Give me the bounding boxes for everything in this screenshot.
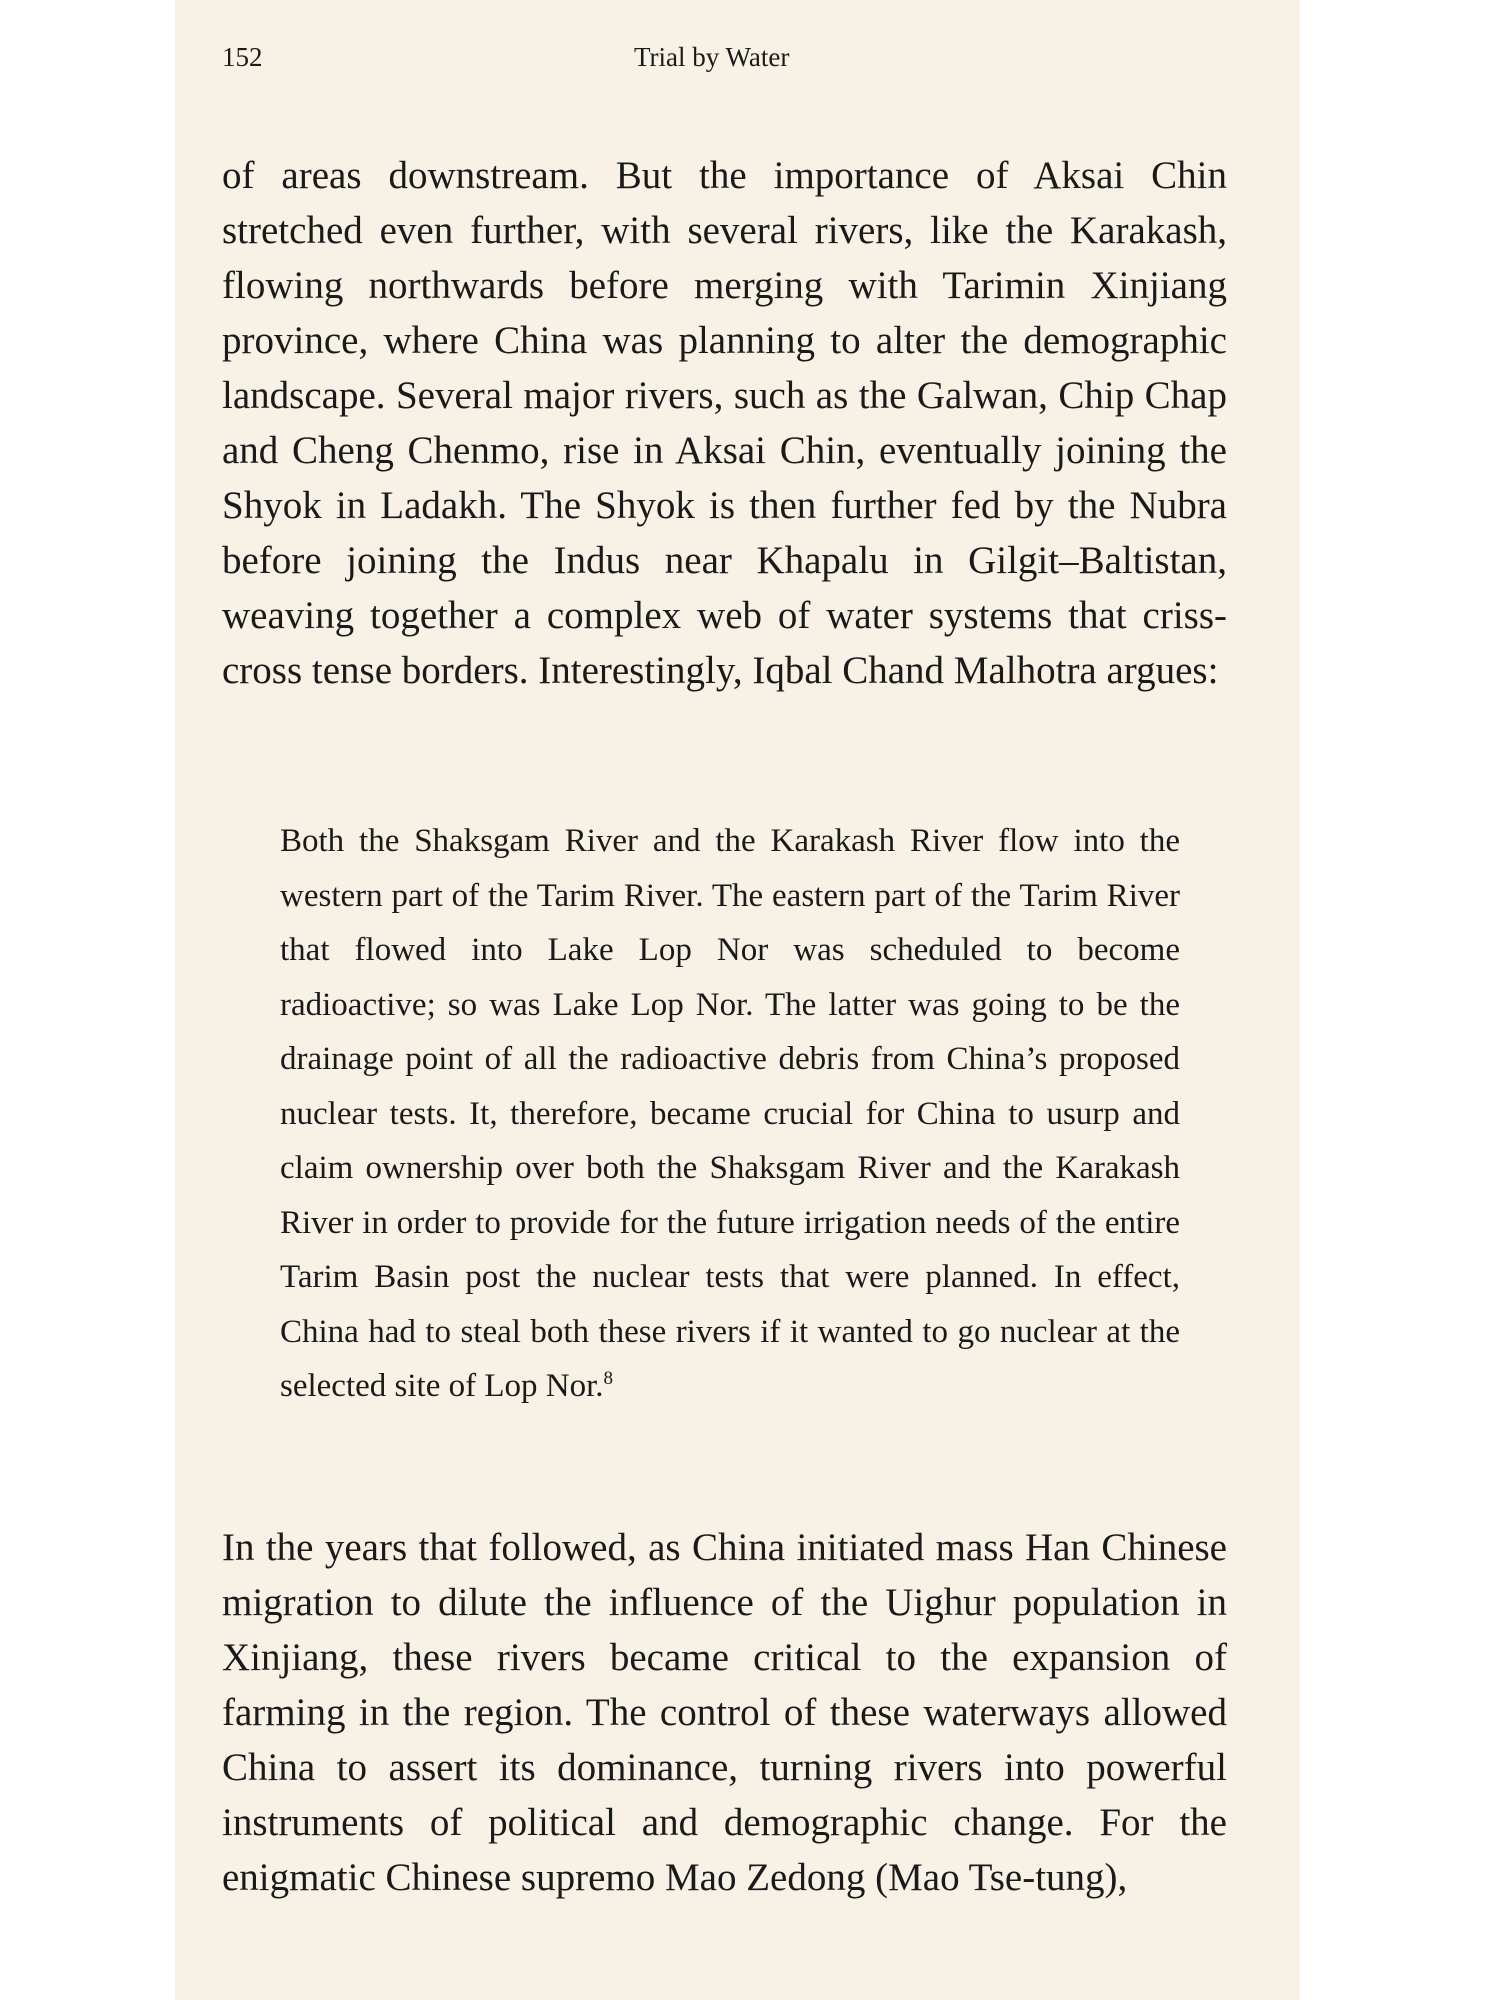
running-title: Trial by Water [634, 42, 790, 72]
book-page [175, 0, 1300, 2000]
block-quote [280, 814, 1180, 1414]
footnote-marker: 8 [603, 1368, 613, 1389]
paragraph-text: In the years that followed, as China initiated mass Han Chinese migration to dilute the influence of the Uighur population in Xinjiang, these rivers became critical to the expansion of farming in the region. The control of these waterways allowed China to assert its dominance, turning rivers into powerful instruments of political and demographic change. For the enigmatic Chinese supremo Mao Zedong (Mao Tse-tung), [222, 1526, 1227, 1899]
body-paragraph-2 [222, 1520, 1227, 1905]
page-number: 152 [222, 42, 263, 72]
block-quote-text: Both the Shaksgam River and the Karakash River flow into the western part of the Tarim River. The eastern part of the Tarim River that flowed into Lake Lop Nor was scheduled to become radioactive; so was Lake Lop Nor. The latter was going to be the drainage point of all the radioactive debris from China’s proposed nuclear tests. It, therefore, became crucial for China to usurp and claim ownership over both the Shaksgam River and the Karakash River in order to provide for the future irrigation needs of the entire Tarim Basin post the nuclear tests that were planned. In effect, China had to steal both these rivers if it wanted to go nuclear at the selected site of Lop Nor. [280, 823, 1180, 1404]
body-paragraph-1 [222, 148, 1227, 698]
block-quote-paragraph [280, 814, 1180, 1414]
paragraph-text: of areas downstream. But the importance of Aksai Chin stretched even further, with several rivers, like the Karakash, flowing northwards before merging with Tarimin Xinjiang province, where China was planning to alter the demographic landscape. Several major rivers, such as the Galwan, Chip Chap and Cheng Chenmo, rise in Aksai Chin, eventually joining the Shyok in Ladakh. The Shyok is then further fed by the Nubra before joining the Indus near Khapalu in Gilgit–Baltistan, weaving together a complex web of water systems that criss-cross tense borders. Interestingly, Iqbal Chand Malhotra argues: [222, 154, 1227, 692]
page-header [222, 42, 1242, 82]
